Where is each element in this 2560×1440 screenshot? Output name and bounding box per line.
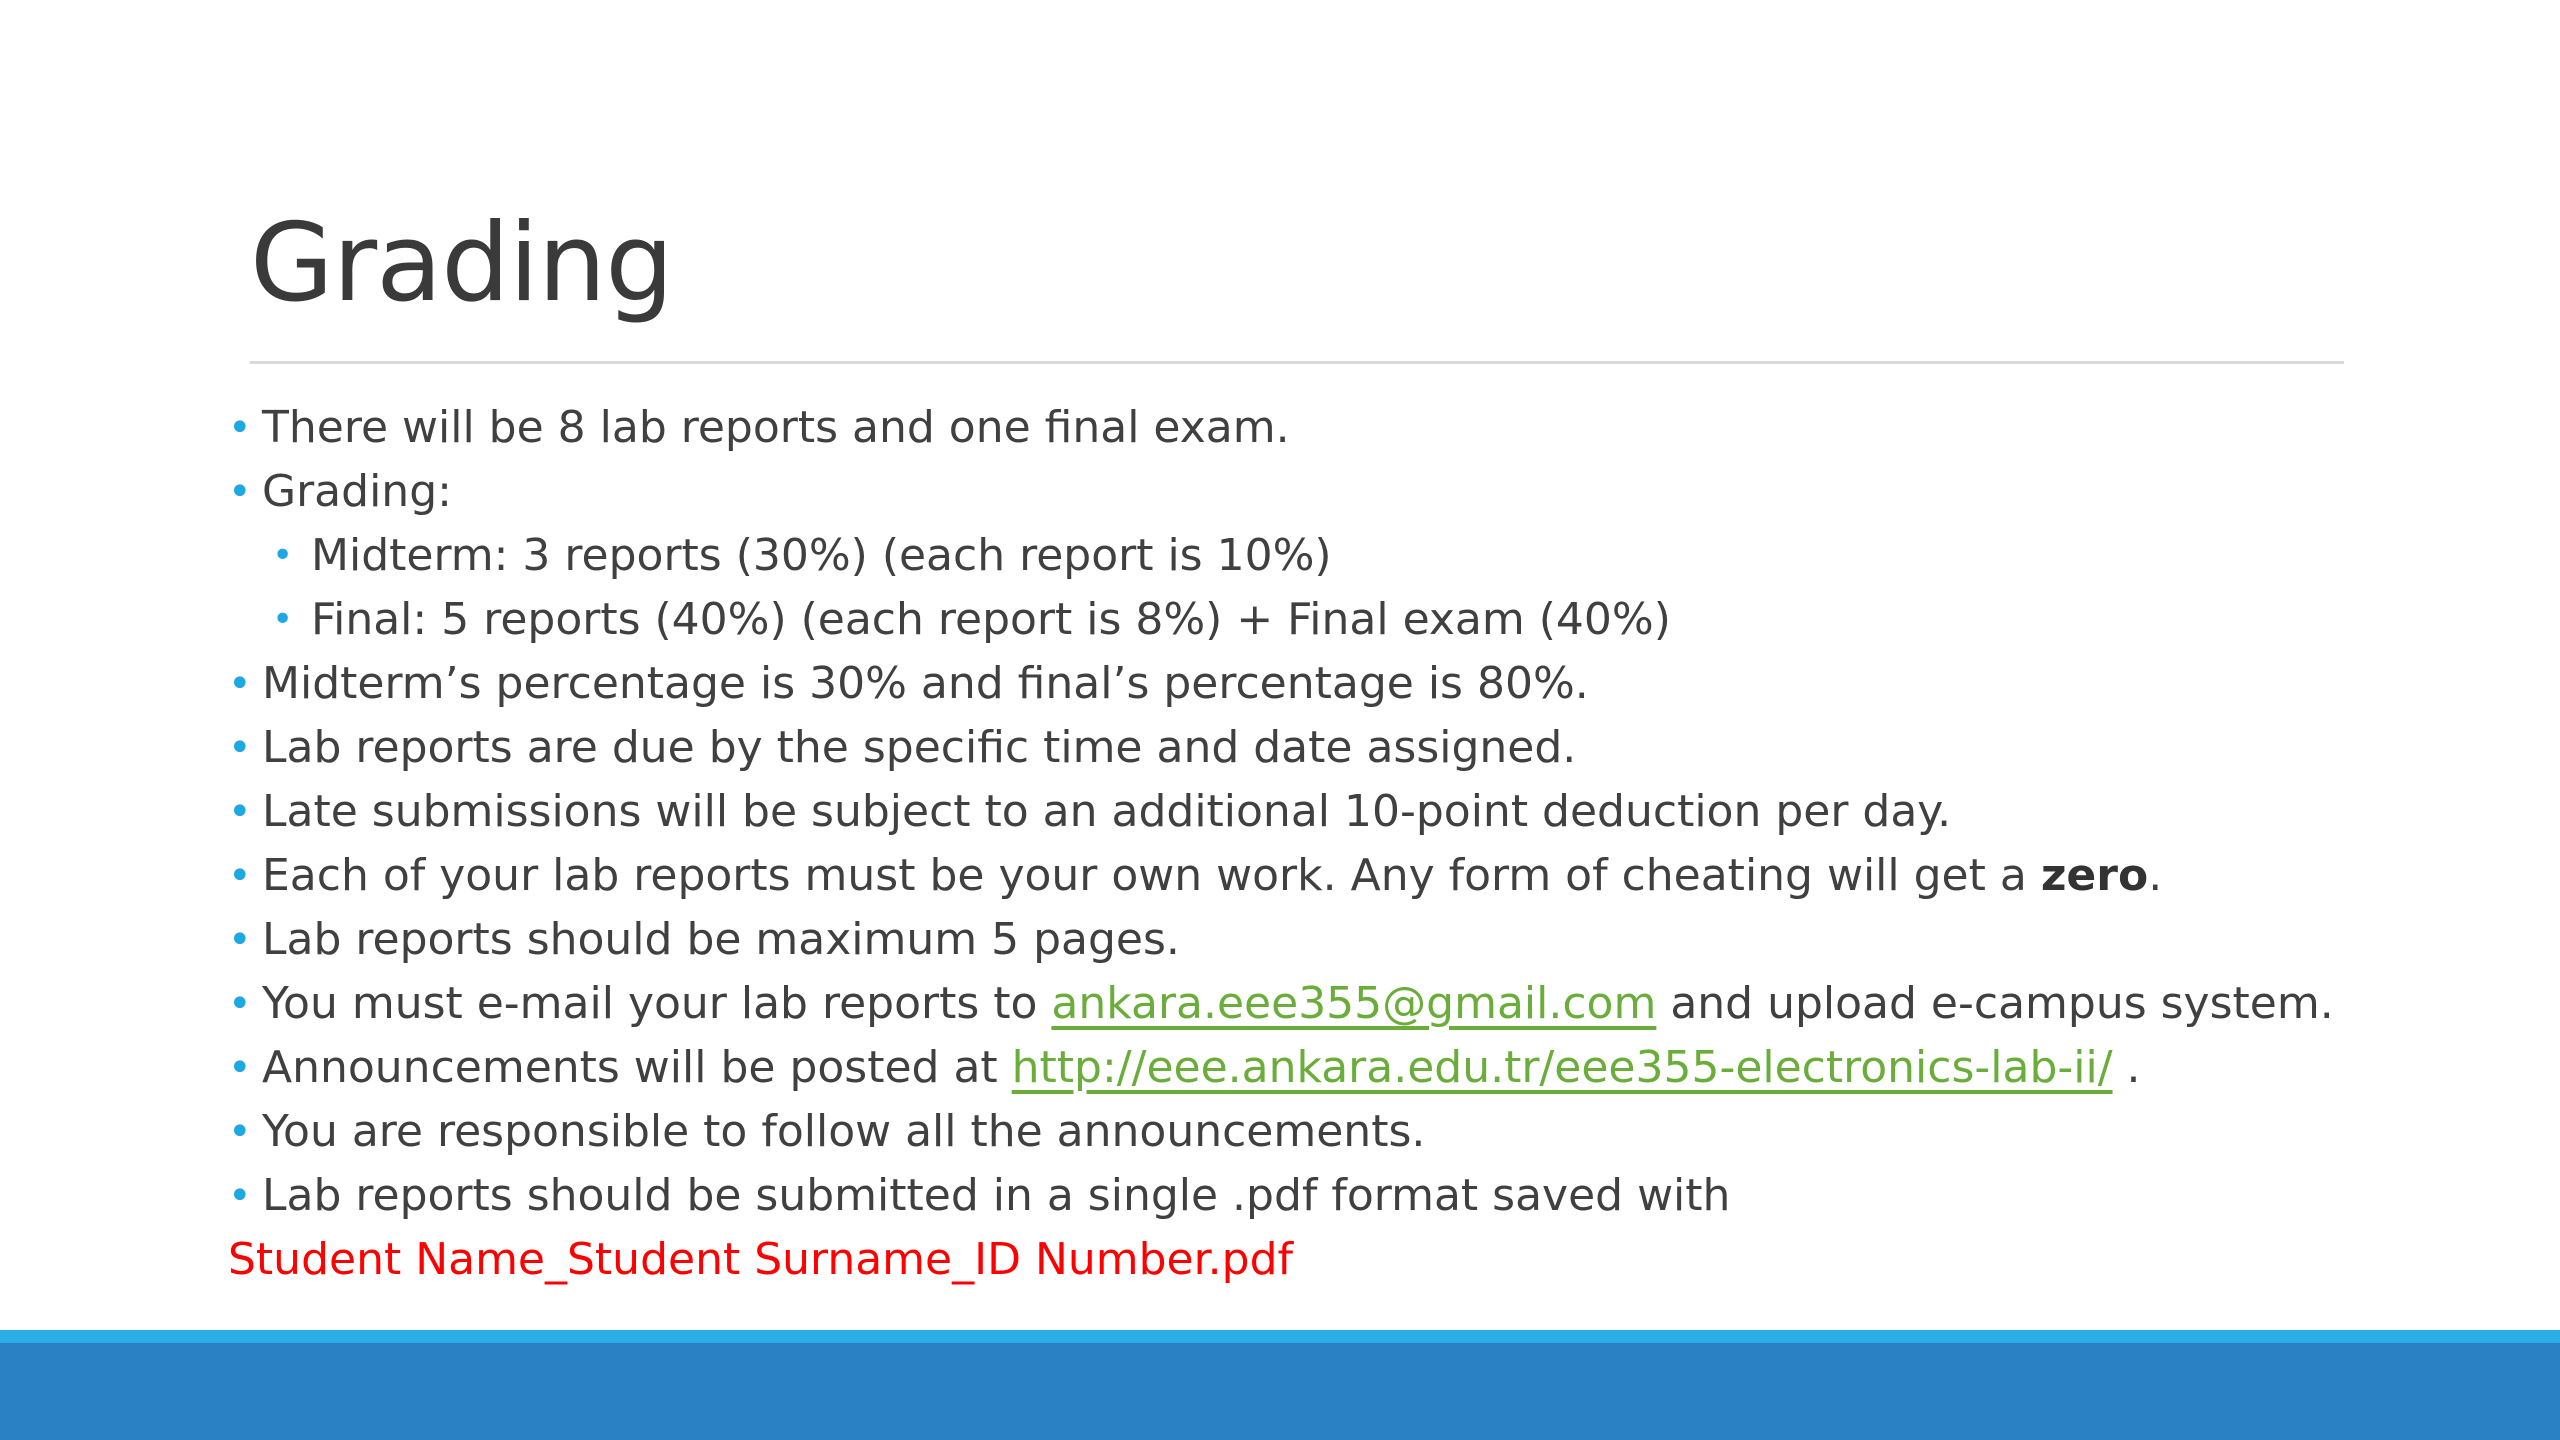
bullet-item [228,652,2528,716]
announcements-link[interactable]: http://eee.ankara.edu.tr/eee355-electronics-lab-ii/ [1011,1042,2113,1093]
bullet-text: Grading: [262,466,452,517]
bullet-item [228,844,2528,908]
bullet-item [228,780,2528,844]
bullet-item [228,716,2528,780]
bullet-item [228,460,2528,524]
bullet-icon: • [228,917,252,963]
bullet-text: Midterm’s percentage is 30% and final’s percentage is 80%. [262,658,1589,709]
bullet-text: Each of your lab reports must be your own work. Any form of cheating will get a [262,850,2041,901]
bullet-text: and upload e-campus system. [1656,978,2334,1029]
bullet-list [228,396,2528,1292]
bullet-text: Midterm: 3 reports (30%) (each report is 10%) [311,530,1332,581]
bullet-item [228,908,2528,972]
bullet-icon: • [228,981,252,1027]
bullet-text: There will be 8 lab reports and one final exam. [262,402,1290,453]
email-link[interactable]: ankara.eee355@gmail.com [1051,978,1657,1029]
footer-bar [0,1343,2560,1440]
bullet-icon: • [228,405,252,451]
bullet-icon: • [228,1173,252,1219]
bullet-icon: • [272,599,294,640]
bullet-text: Final: 5 reports (40%) (each report is 8%) + Final exam (40%) [311,594,1671,645]
bullet-text: Announcements will be posted at [262,1042,1012,1093]
bullet-icon: • [228,853,252,899]
bullet-icon: • [228,789,252,835]
bullet-item [228,1164,2528,1228]
bullet-item [228,396,2528,460]
bullet-icon: • [272,535,294,576]
bullet-text: You are responsible to follow all the announcements. [262,1106,1426,1157]
bullet-item [228,972,2528,1036]
bullet-item [228,1036,2528,1100]
bullet-text: . [2148,850,2163,901]
sub-bullet-item [228,524,2528,588]
bullet-icon: • [228,1045,252,1091]
bullet-text: You must e-mail your lab reports to [262,978,1052,1029]
bullet-icon: • [228,1109,252,1155]
emphasis-text: zero [2040,850,2149,901]
bullet-text: Lab reports should be submitted in a single .pdf format saved with [262,1170,1731,1221]
bullet-icon: • [228,725,252,771]
slide-title: Grading [250,201,673,326]
bullet-text: . [2112,1042,2141,1093]
bullet-text: Lab reports should be maximum 5 pages. [262,914,1180,965]
bullet-icon: • [228,661,252,707]
footer-accent-stripe [0,1330,2560,1343]
filename-format: Student Name_Student Surname_ID Number.pdf [228,1234,1294,1285]
bullet-item [228,1100,2528,1164]
sub-bullet-item [228,588,2528,652]
title-divider [250,361,2344,364]
bullet-icon: • [228,469,252,515]
bullet-text: Late submissions will be subject to an additional 10-point deduction per day. [262,786,1952,837]
bullet-text: Lab reports are due by the specific time and date assigned. [262,722,1577,773]
